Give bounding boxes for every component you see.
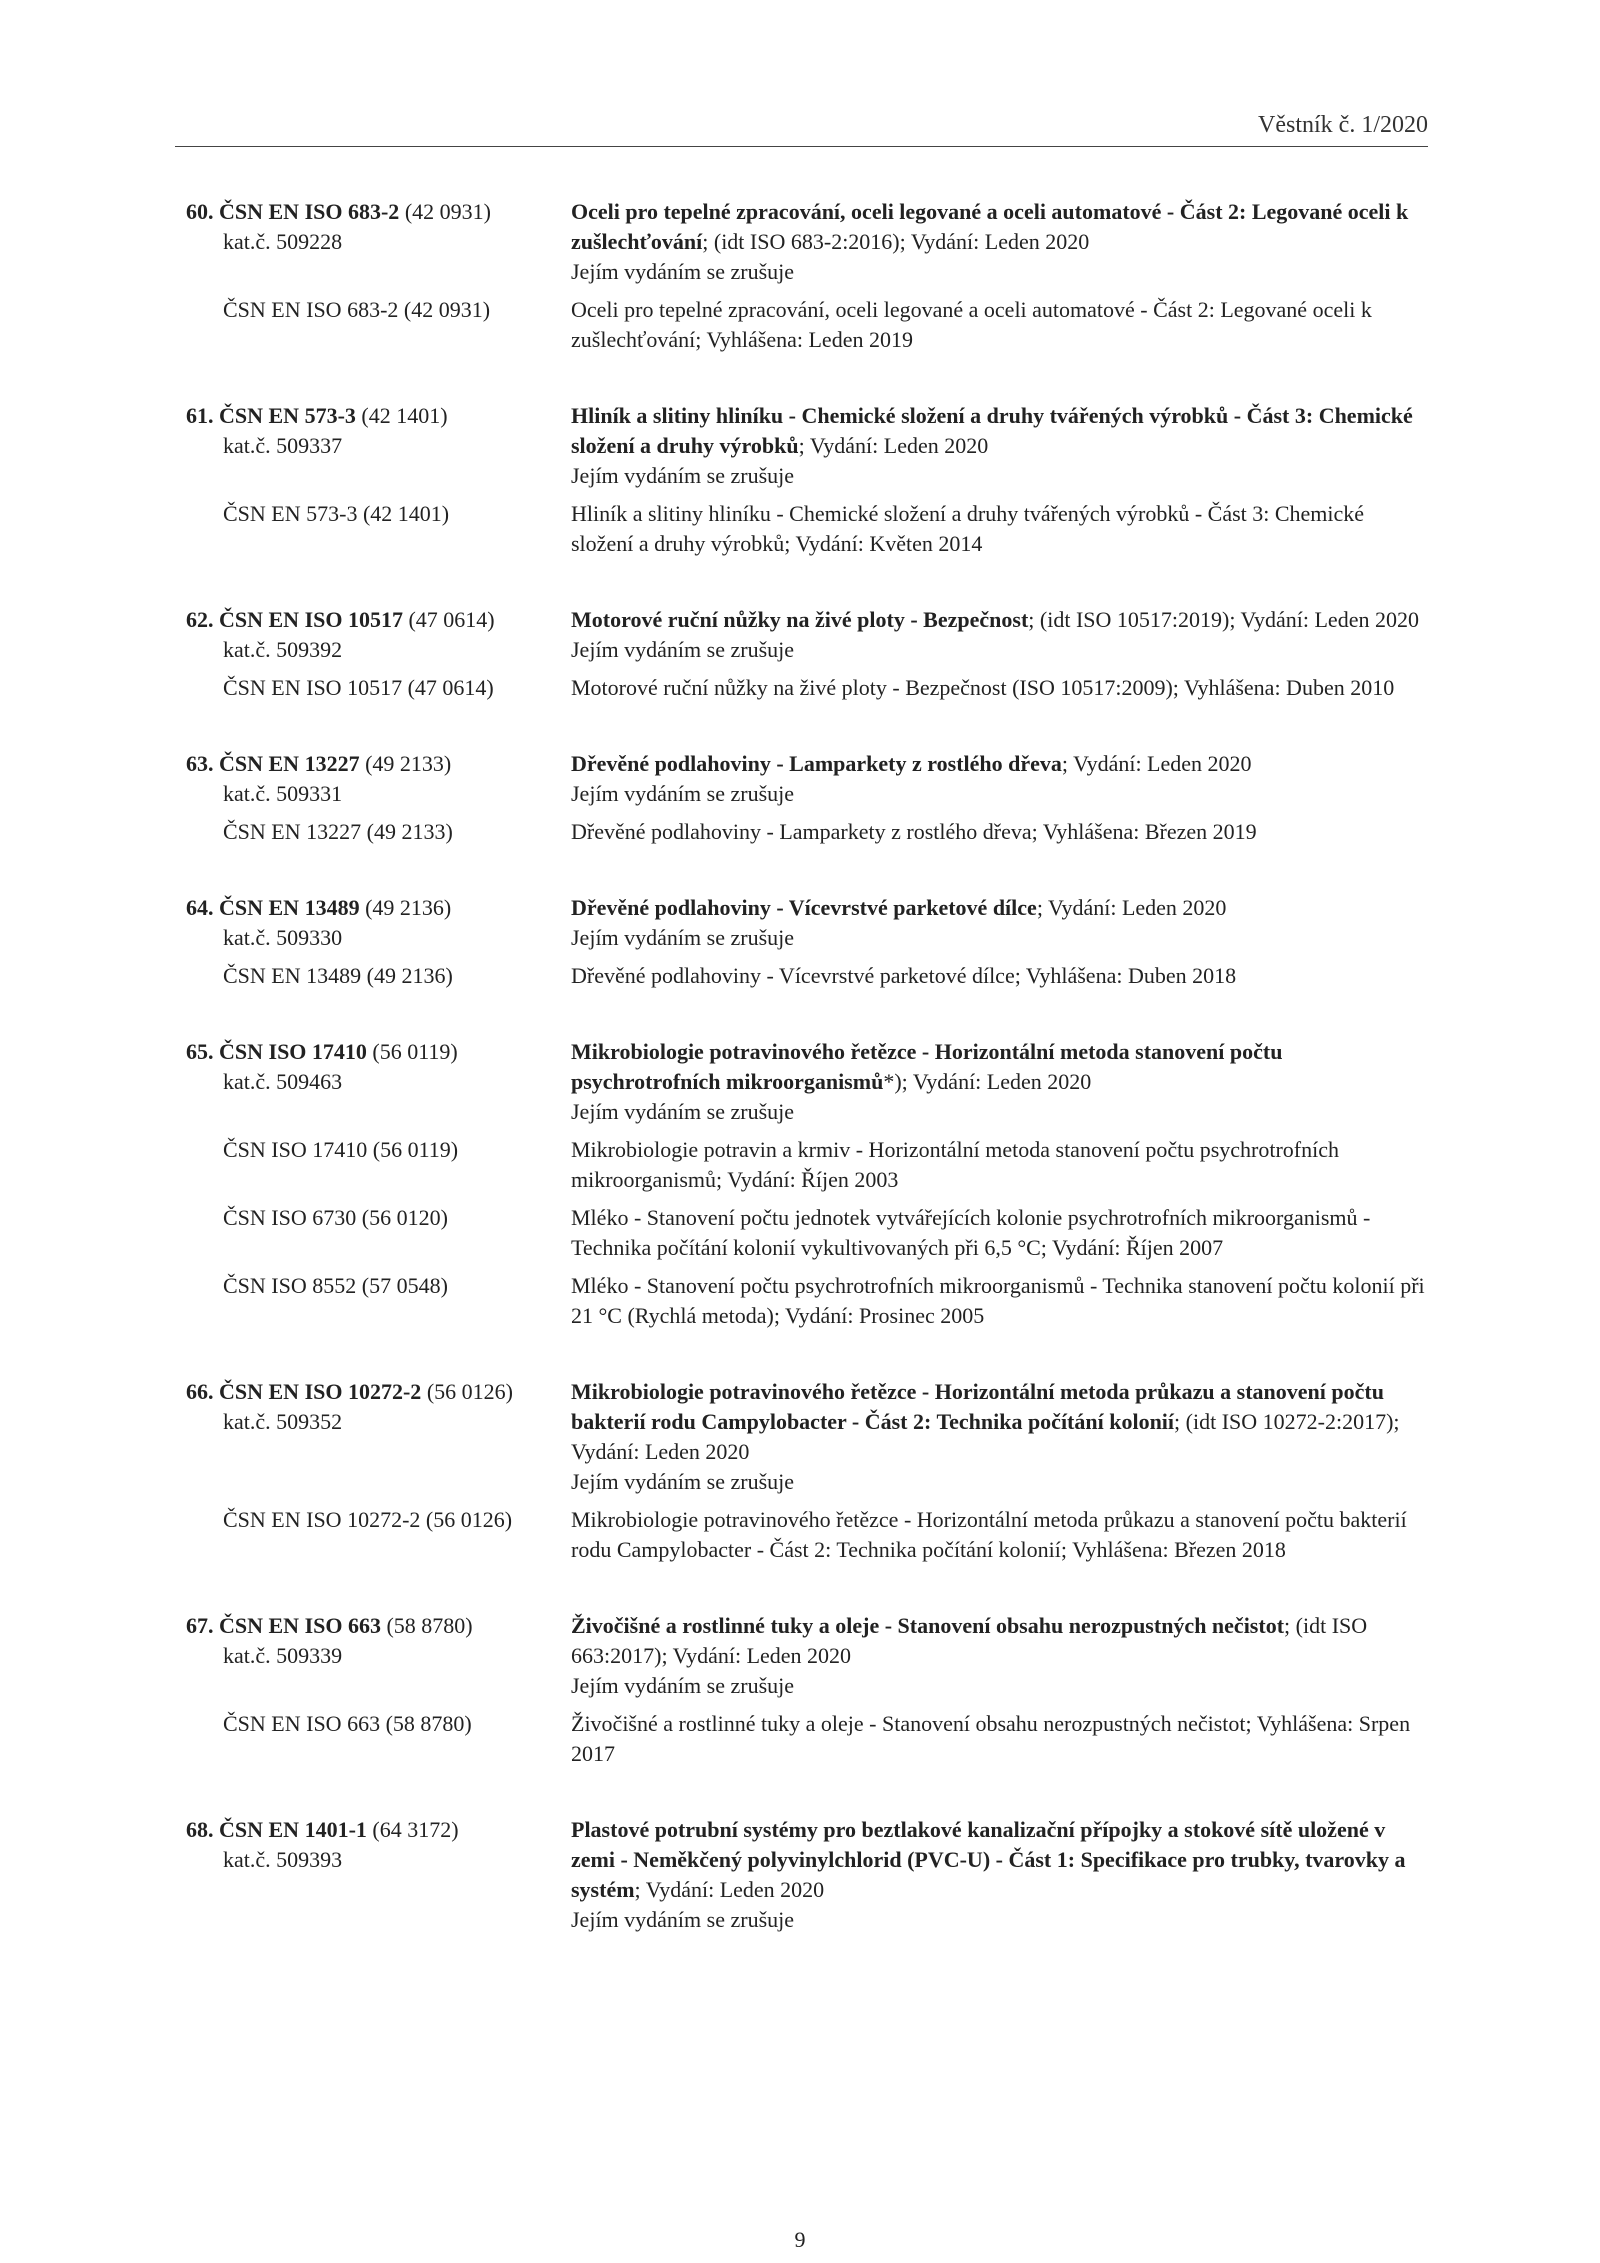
- standard-number-line: [186, 403, 448, 428]
- standard-identifier: [0, 893, 452, 953]
- header-divider: [175, 146, 1428, 147]
- standard-code: ČSN ISO 17410: [219, 1039, 367, 1064]
- replaced-standard-code: ČSN EN 573-3 (42 1401): [223, 501, 450, 526]
- new-standard-row: [0, 893, 1600, 953]
- replaced-standard-description: Mléko - Stanovení počtu psychrotrofních mikroorganismů - Technika stanovení počtu kolonií při 21 °C (Rychlá metoda); Vydání: Prosinec 2005: [571, 1273, 1425, 1328]
- standard-code: ČSN EN ISO 10272-2: [219, 1379, 422, 1404]
- entry-number: 61.: [186, 403, 214, 428]
- standard-number-line: [186, 895, 451, 920]
- cancellation-note: Jejím vydáním se zrušuje: [571, 1673, 795, 1698]
- standard-description: [571, 749, 1431, 809]
- standard-edition: ; (idt ISO 10517:2019); Vydání: Leden 2020: [1028, 607, 1419, 632]
- catalog-number: kat.č. 509228: [223, 229, 343, 254]
- standard-number-line: [186, 751, 451, 776]
- catalog-number: kat.č. 509393: [223, 1847, 343, 1872]
- catalog-number: kat.č. 509463: [223, 1069, 343, 1094]
- entry-number: 67.: [186, 1613, 214, 1638]
- standard-code: ČSN EN ISO 10517: [219, 607, 403, 632]
- standard-title: Plastové potrubní systémy pro beztlakové kanalizační přípojky a stokové sítě uložené v zemi - Neměkčený polyvinylchlorid (PVC-U) - Část 1: Specifikace pro trubky, tvarovky a systém: [571, 1817, 1406, 1902]
- standard-entry: [0, 749, 1600, 847]
- replaced-standard-description: Mikrobiologie potravinového řetězce - Horizontální metoda průkazu a stanovení počtu bakterií rodu Campylobacter - Část 2: Technika počítání kolonií; Vyhlášena: Březen 2018: [571, 1507, 1407, 1562]
- standard-title: Hliník a slitiny hliníku - Chemické složení a druhy tvářených výrobků - Část 3: Chemické složení a druhy výrobků: [571, 403, 1413, 458]
- standard-number-line: [186, 1379, 513, 1404]
- entry-number: 63.: [186, 751, 214, 776]
- cancellation-note: Jejím vydáním se zrušuje: [571, 1469, 795, 1494]
- standard-edition: ; (idt ISO 663:2017); Vydání: Leden 2020: [571, 1613, 1368, 1668]
- replaced-standard-row: [0, 1135, 1600, 1195]
- standard-description: [571, 1377, 1431, 1497]
- standard-edition: ; (idt ISO 10272-2:2017); Vydání: Leden 2020: [571, 1409, 1400, 1464]
- classification-code: (56 0119): [366, 1039, 458, 1064]
- replaced-standard-row: [0, 817, 1600, 847]
- standard-description: [571, 1815, 1431, 1935]
- standard-entry: [0, 197, 1600, 355]
- replaced-standard-description: Hliník a slitiny hliníku - Chemické složení a druhy tvářených výrobků - Část 3: Chemické složení a druhy výrobků; Vydání: Květen 2014: [571, 501, 1365, 556]
- standard-edition: ; Vydání: Leden 2020: [1061, 751, 1252, 776]
- entry-number: 65.: [186, 1039, 214, 1064]
- classification-code: (64 3172): [366, 1817, 459, 1842]
- replaced-standard-row: [0, 1505, 1600, 1565]
- standard-code: ČSN EN 13227: [219, 751, 360, 776]
- classification-code: (42 1401): [355, 403, 448, 428]
- catalog-number: kat.č. 509352: [223, 1409, 343, 1434]
- cancellation-note: Jejím vydáním se zrušuje: [571, 463, 795, 488]
- standard-edition: ; Vydání: Leden 2020: [798, 433, 989, 458]
- standard-title: Mikrobiologie potravinového řetězce - Horizontální metoda stanovení počtu psychrotrofních mikroorganismů: [571, 1039, 1283, 1094]
- replaced-standard-row: [0, 961, 1600, 991]
- catalog-number: kat.č. 509331: [223, 781, 343, 806]
- catalog-number: kat.č. 509392: [223, 637, 343, 662]
- entry-number: 60.: [186, 199, 214, 224]
- standard-entry: [0, 1611, 1600, 1769]
- standard-identifier: [0, 749, 452, 809]
- replaced-standard-code: ČSN EN ISO 10517 (47 0614): [223, 675, 494, 700]
- new-standard-row: [0, 1815, 1600, 1935]
- standard-description: [571, 197, 1431, 287]
- new-standard-row: [0, 1377, 1600, 1497]
- cancellation-note: Jejím vydáním se zrušuje: [571, 925, 795, 950]
- standard-description: [571, 401, 1431, 491]
- standard-identifier: [0, 1611, 473, 1671]
- classification-code: (49 2133): [359, 751, 452, 776]
- entry-number: 66.: [186, 1379, 214, 1404]
- new-standard-row: [0, 1037, 1600, 1127]
- replaced-standard-description: Mléko - Stanovení počtu jednotek vytvářejících kolonie psychrotrofních mikroorganismů - Technika počítání kolonií vykultivovaných při 6,5 °C; Vydání: Říjen 2007: [571, 1205, 1371, 1260]
- classification-code: (47 0614): [402, 607, 495, 632]
- cancellation-note: Jejím vydáním se zrušuje: [571, 637, 795, 662]
- cancellation-note: Jejím vydáním se zrušuje: [571, 781, 795, 806]
- standard-identifier: [0, 1815, 459, 1875]
- standard-entry: [0, 893, 1600, 991]
- standard-entry: [0, 1377, 1600, 1565]
- replaced-standard-description: Mikrobiologie potravin a krmiv - Horizontální metoda stanovení počtu psychrotrofních mikroorganismů; Vydání: Říjen 2003: [571, 1137, 1339, 1192]
- page-number: 9: [794, 2227, 806, 2252]
- standard-number-line: [186, 199, 491, 224]
- new-standard-row: [0, 197, 1600, 287]
- standard-number-line: [186, 1039, 458, 1064]
- classification-code: (58 8780): [380, 1613, 473, 1638]
- standard-edition: *); Vydání: Leden 2020: [883, 1069, 1092, 1094]
- replaced-standard-code: ČSN EN ISO 683-2 (42 0931): [223, 297, 491, 322]
- replaced-standard-row: [0, 1709, 1600, 1769]
- bulletin-title: Věstník č. 1/2020: [1258, 112, 1428, 138]
- catalog-number: kat.č. 509339: [223, 1643, 343, 1668]
- replaced-standard-row: [0, 1271, 1600, 1331]
- standard-edition: ; Vydání: Leden 2020: [1036, 895, 1227, 920]
- standards-list: [0, 197, 1600, 1935]
- new-standard-row: [0, 1611, 1600, 1701]
- replaced-standard-row: [0, 1203, 1600, 1263]
- new-standard-row: [0, 749, 1600, 809]
- standard-identifier: [0, 401, 448, 461]
- standard-identifier: [0, 1037, 458, 1097]
- standard-number-line: [186, 1613, 473, 1638]
- standard-number-line: [186, 607, 495, 632]
- replaced-standard-code: ČSN EN ISO 663 (58 8780): [223, 1711, 472, 1736]
- entry-number: 68.: [186, 1817, 214, 1842]
- cancellation-note: Jejím vydáním se zrušuje: [571, 1907, 795, 1932]
- standard-title: Mikrobiologie potravinového řetězce - Horizontální metoda průkazu a stanovení počtu bakterií rodu Campylobacter - Část 2: Technika počítání kolonií: [571, 1379, 1384, 1434]
- standard-edition: ; Vydání: Leden 2020: [634, 1877, 825, 1902]
- replaced-standard-code: ČSN ISO 17410 (56 0119): [223, 1137, 459, 1162]
- replaced-standard-description: Dřevěné podlahoviny - Vícevrstvé parketové dílce; Vyhlášena: Duben 2018: [571, 963, 1237, 988]
- entry-number: 64.: [186, 895, 214, 920]
- replaced-standard-description: Oceli pro tepelné zpracování, oceli legované a oceli automatové - Část 2: Legované oceli k zušlechťování; Vyhlášena: Leden 2019: [571, 297, 1372, 352]
- standard-entry: [0, 1815, 1600, 1935]
- cancellation-note: Jejím vydáním se zrušuje: [571, 1099, 795, 1124]
- standard-entry: [0, 605, 1600, 703]
- standard-code: ČSN EN ISO 683-2: [219, 199, 400, 224]
- new-standard-row: [0, 401, 1600, 491]
- standard-description: [571, 1611, 1431, 1701]
- standard-code: ČSN EN 1401-1: [219, 1817, 367, 1842]
- catalog-number: kat.č. 509337: [223, 433, 343, 458]
- classification-code: (49 2136): [359, 895, 452, 920]
- standard-edition: ; (idt ISO 683-2:2016); Vydání: Leden 2020: [702, 229, 1090, 254]
- replaced-standard-row: [0, 295, 1600, 355]
- standard-number-line: [186, 1817, 459, 1842]
- standard-title: Dřevěné podlahoviny - Vícevrstvé parketové dílce: [571, 895, 1037, 920]
- replaced-standard-description: Motorové ruční nůžky na živé ploty - Bezpečnost (ISO 10517:2009); Vyhlášena: Duben 2010: [571, 675, 1395, 700]
- standard-code: ČSN EN ISO 663: [219, 1613, 381, 1638]
- classification-code: (56 0126): [421, 1379, 513, 1404]
- standard-code: ČSN EN 573-3: [219, 403, 356, 428]
- entry-number: 62.: [186, 607, 214, 632]
- standard-identifier: [0, 1377, 513, 1437]
- replaced-standard-code: ČSN ISO 6730 (56 0120): [223, 1205, 448, 1230]
- standard-entry: [0, 401, 1600, 559]
- standard-entry: [0, 1037, 1600, 1331]
- catalog-number: kat.č. 509330: [223, 925, 343, 950]
- standard-identifier: [0, 605, 495, 665]
- standard-title: Motorové ruční nůžky na živé ploty - Bezpečnost: [571, 607, 1029, 632]
- standard-identifier: [0, 197, 491, 257]
- replaced-standard-code: ČSN EN 13489 (49 2136): [223, 963, 453, 988]
- replaced-standard-description: Živočišné a rostlinné tuky a oleje - Stanovení obsahu nerozpustných nečistot; Vyhlášena: Srpen 2017: [571, 1711, 1411, 1766]
- standard-title: Oceli pro tepelné zpracování, oceli legované a oceli automatové - Část 2: Legované oceli k zušlechťování: [571, 199, 1409, 254]
- replaced-standard-code: ČSN ISO 8552 (57 0548): [223, 1273, 448, 1298]
- classification-code: (42 0931): [399, 199, 491, 224]
- standard-title: Dřevěné podlahoviny - Lamparkety z rostlého dřeva: [571, 751, 1062, 776]
- replaced-standard-row: [0, 673, 1600, 703]
- cancellation-note: Jejím vydáním se zrušuje: [571, 259, 795, 284]
- replaced-standard-code: ČSN EN ISO 10272-2 (56 0126): [223, 1507, 513, 1532]
- replaced-standard-row: [0, 499, 1600, 559]
- standard-code: ČSN EN 13489: [219, 895, 360, 920]
- standard-description: [571, 605, 1431, 665]
- replaced-standard-code: ČSN EN 13227 (49 2133): [223, 819, 453, 844]
- replaced-standard-description: Dřevěné podlahoviny - Lamparkety z rostlého dřeva; Vyhlášena: Březen 2019: [571, 819, 1257, 844]
- standard-description: [571, 1037, 1431, 1127]
- standard-description: [571, 893, 1431, 953]
- standard-title: Živočišné a rostlinné tuky a oleje - Stanovení obsahu nerozpustných nečistot: [571, 1613, 1285, 1638]
- new-standard-row: [0, 605, 1600, 665]
